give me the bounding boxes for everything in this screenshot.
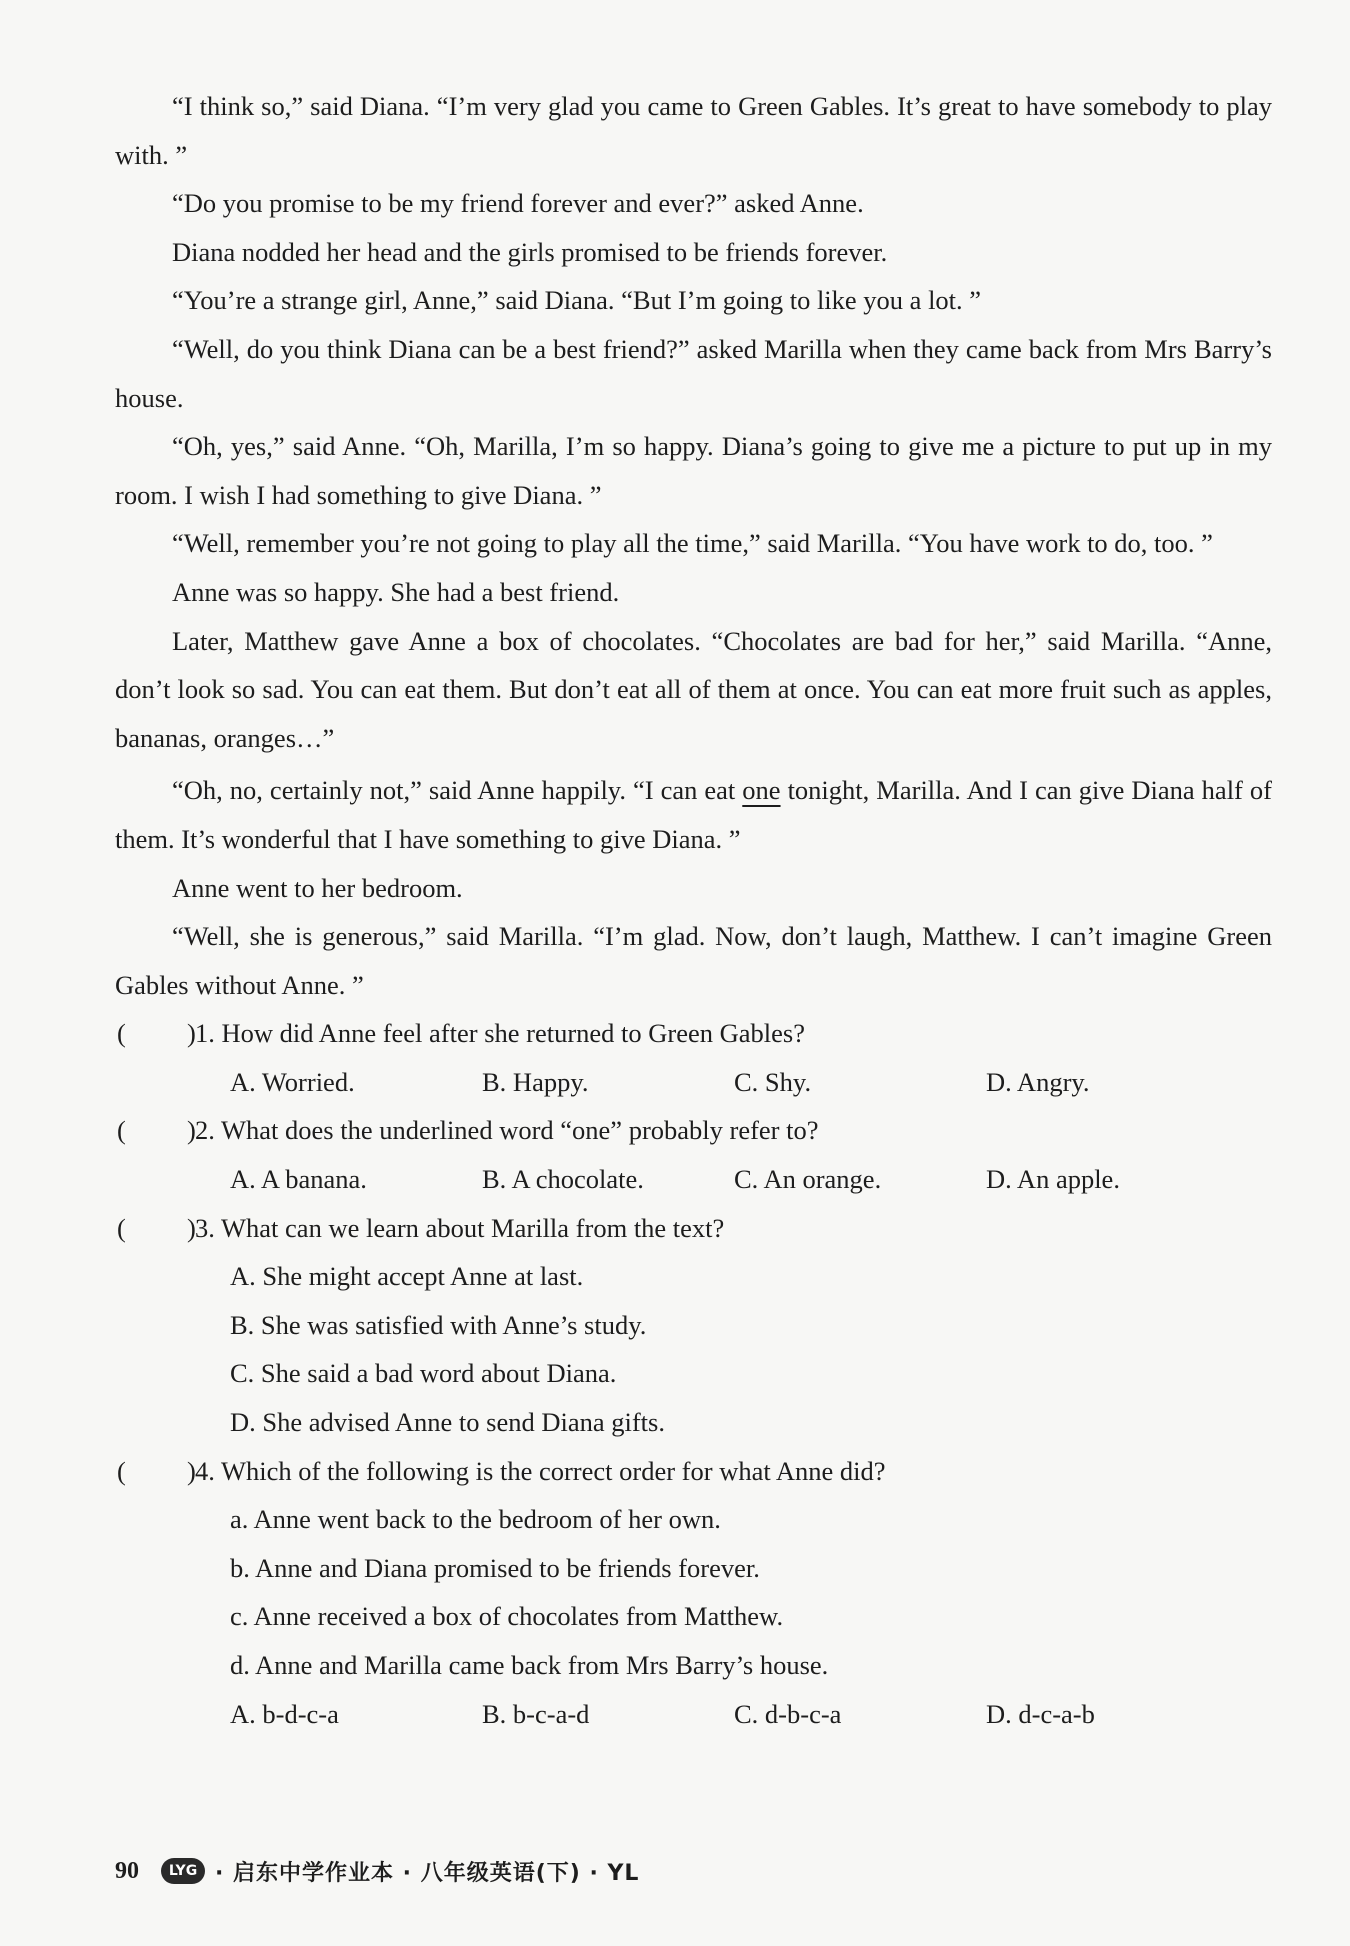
passage-paragraph: “Oh, yes,” said Anne. “Oh, Marilla, I’m so happy. Diana’s going to give me a picture to put up in my room. I wish I had something to give Diana. ” <box>115 431 1272 510</box>
reading-passage <box>115 82 1272 1738</box>
answer-bracket-open: ( <box>117 1115 126 1146</box>
passage-paragraph: Anne was so happy. She had a best friend. <box>172 576 620 607</box>
question-4 <box>115 1447 1272 1496</box>
question-number: 4. <box>195 1455 215 1486</box>
question-stem <box>195 1456 886 1486</box>
event-a: a. Anne went back to the bedroom of her own. <box>230 1504 721 1535</box>
question-1 <box>115 1009 1272 1058</box>
passage-paragraph: Anne went to her bedroom. <box>172 872 463 903</box>
passage-paragraph: “Do you promise to be my friend forever and ever?” asked Anne. <box>172 188 864 219</box>
option-b: B. Happy. <box>482 1066 589 1097</box>
answer-bracket-open: ( <box>117 1212 126 1243</box>
passage-paragraph: “I think so,” said Diana. “I’m very glad you came to Green Gables. It’s great to have somebody to play with. ” <box>115 91 1272 170</box>
book-title: · 启东中学作业本 · 八年级英语(下) · YL <box>215 1860 640 1886</box>
option-d: D. She advised Anne to send Diana gifts. <box>230 1407 665 1438</box>
text-after: tonight, Marilla. And I can give Diana half of them. It’s wonderful that I have something to give Diana. ” <box>115 775 1272 854</box>
publisher-logo-icon: LYG <box>161 1858 205 1884</box>
option-d: D. Angry. <box>986 1066 1090 1097</box>
option-d: D. An apple. <box>986 1164 1120 1195</box>
passage-paragraph-underlined <box>115 766 1272 863</box>
passage-paragraph: “Well, do you think Diana can be a best friend?” asked Marilla when they came back from Mrs Barry’s house. <box>115 333 1272 413</box>
page-footer <box>115 1846 639 1896</box>
question-4-options <box>115 1690 1272 1739</box>
option-a: A. Worried. <box>230 1066 355 1097</box>
answer-bracket-close: ) <box>187 1455 196 1486</box>
question-number: 2. <box>195 1115 215 1146</box>
option-b: B. A chocolate. <box>482 1164 644 1195</box>
question-number: 1. <box>195 1018 215 1049</box>
text-before: “Oh, no, certainly not,” said Anne happily. “I can eat <box>172 775 743 806</box>
question-stem <box>195 1018 805 1048</box>
option-a: A. She might accept Anne at last. <box>230 1261 584 1292</box>
option-d: D. d-c-a-b <box>986 1698 1095 1729</box>
option-c: C. d-b-c-a <box>734 1698 842 1729</box>
question-text: Which of the following is the correct order for what Anne did? <box>221 1455 886 1486</box>
question-3 <box>115 1204 1272 1253</box>
passage-paragraph: “You’re a strange girl, Anne,” said Diana. “But I’m going to like you a lot. ” <box>172 285 982 316</box>
answer-bracket-close: ) <box>187 1212 196 1243</box>
passage-paragraph: “Well, remember you’re not going to play all the time,” said Marilla. “You have work to do, too. ” <box>172 528 1213 559</box>
passage-paragraph: Later, Matthew gave Anne a box of chocolates. “Chocolates are bad for her,” said Marilla. “Anne, don’t look so sad. You can eat them. But don’t eat all of them at once. You can eat more fruit such as apples, bananas, oranges…” <box>115 625 1272 753</box>
question-1-options <box>115 1058 1272 1107</box>
answer-bracket-close: ) <box>187 1115 196 1146</box>
passage-paragraph: Diana nodded her head and the girls promised to be friends forever. <box>172 236 888 267</box>
question-text: What does the underlined word “one” probably refer to? <box>221 1115 819 1146</box>
question-number: 3. <box>195 1212 215 1243</box>
question-text: What can we learn about Marilla from the text? <box>221 1212 725 1243</box>
event-c: c. Anne received a box of chocolates from Matthew. <box>230 1601 784 1632</box>
question-2-options <box>115 1155 1272 1204</box>
option-c: C. She said a bad word about Diana. <box>230 1358 617 1389</box>
question-2 <box>115 1106 1272 1155</box>
option-c: C. Shy. <box>734 1066 812 1097</box>
event-d: d. Anne and Marilla came back from Mrs Barry’s house. <box>230 1650 829 1680</box>
question-stem <box>195 1115 819 1145</box>
event-b: b. Anne and Diana promised to be friends forever. <box>230 1552 760 1583</box>
answer-bracket-close: ) <box>187 1018 196 1049</box>
answer-bracket-open: ( <box>117 1455 126 1486</box>
option-a: A. b-d-c-a <box>230 1698 339 1729</box>
passage-paragraph: “Well, she is generous,” said Marilla. “I’m glad. Now, don’t laugh, Matthew. I can’t imagine Green Gables without Anne. ” <box>115 921 1272 1000</box>
question-stem <box>195 1213 724 1243</box>
option-a: A. A banana. <box>230 1164 367 1195</box>
underlined-word: one <box>742 775 781 806</box>
option-b: B. She was satisfied with Anne’s study. <box>230 1309 647 1340</box>
answer-bracket-open: ( <box>117 1018 126 1049</box>
option-c: C. An orange. <box>734 1164 882 1195</box>
option-b: B. b-c-a-d <box>482 1698 590 1729</box>
page-number: 90 <box>115 1857 139 1884</box>
question-text: How did Anne feel after she returned to Green Gables? <box>221 1018 806 1049</box>
